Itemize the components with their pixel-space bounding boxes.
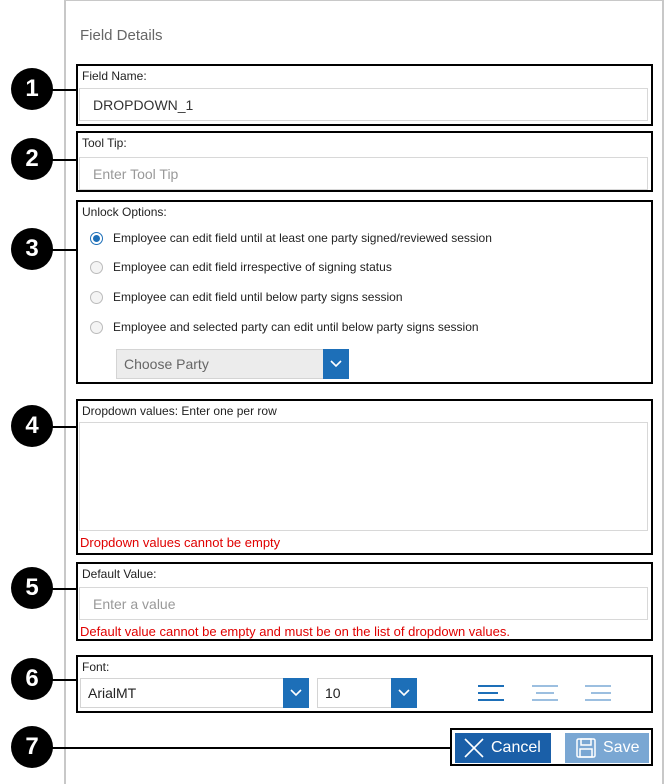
callout-badge-5: 5 [11,567,53,609]
choose-party-value: Choose Party [124,356,209,372]
font-label: Font: [82,660,110,674]
default-value-input[interactable]: Enter a value [79,587,648,620]
callout-badge-1: 1 [11,68,53,110]
unlock-options-label: Unlock Options: [82,205,167,219]
radio-unchecked-icon[interactable] [90,321,103,334]
panel-title: Field Details [80,27,163,44]
tool-tip-label: Tool Tip: [82,136,127,150]
radio-unchecked-icon[interactable] [90,261,103,274]
unlock-option-3[interactable] [90,290,403,304]
align-right-icon[interactable] [585,685,611,701]
callout-leader-2 [50,159,77,161]
cancel-button[interactable] [455,733,551,763]
unlock-option-1[interactable] [90,231,492,245]
field-name-label: Field Name: [82,69,147,83]
field-name-input[interactable]: DROPDOWN_1 [79,88,648,121]
callout-leader-5 [50,588,77,590]
save-icon [575,737,597,759]
cancel-button-label: Cancel [491,739,541,756]
close-icon [463,737,485,759]
callout-badge-7: 7 [11,726,53,768]
callout-leader-7 [50,747,451,749]
align-left-icon[interactable] [478,685,504,701]
font-family-select[interactable] [80,678,309,708]
dropdown-values-label: Dropdown values: Enter one per row [82,404,277,418]
chevron-down-icon[interactable] [283,678,309,708]
unlock-option-label: Employee can edit field irrespective of signing status [113,260,392,274]
font-size-select[interactable] [317,678,417,708]
radio-unchecked-icon[interactable] [90,291,103,304]
tool-tip-input[interactable]: Enter Tool Tip [79,157,648,190]
choose-party-select[interactable] [116,349,349,379]
default-value-error: Default value cannot be empty and must be on the list of dropdown values. [80,624,510,639]
callout-leader-6 [50,679,77,681]
unlock-option-label: Employee can edit field until at least one party signed/reviewed session [113,231,492,245]
align-center-icon[interactable] [532,685,558,701]
save-button-label: Save [603,739,640,756]
chevron-down-icon[interactable] [323,349,349,379]
unlock-option-2[interactable] [90,260,392,274]
callout-badge-3: 3 [11,228,53,270]
default-value-label: Default Value: [82,567,157,581]
callout-badge-4: 4 [11,405,53,447]
callout-leader-3 [50,249,77,251]
callout-badge-6: 6 [11,658,53,700]
dropdown-values-textarea[interactable] [79,422,648,531]
save-button[interactable] [565,733,649,763]
font-family-value: ArialMT [88,685,137,701]
radio-checked-icon[interactable] [90,232,103,245]
dropdown-values-error: Dropdown values cannot be empty [80,535,281,550]
callout-leader-1 [50,89,77,91]
unlock-option-label: Employee and selected party can edit until below party signs session [113,320,479,334]
unlock-option-label: Employee can edit field until below party signs session [113,290,403,304]
callout-badge-2: 2 [11,138,53,180]
chevron-down-icon[interactable] [391,678,417,708]
font-size-value: 10 [325,685,341,701]
callout-leader-4 [50,426,77,428]
unlock-option-4[interactable] [90,320,479,334]
